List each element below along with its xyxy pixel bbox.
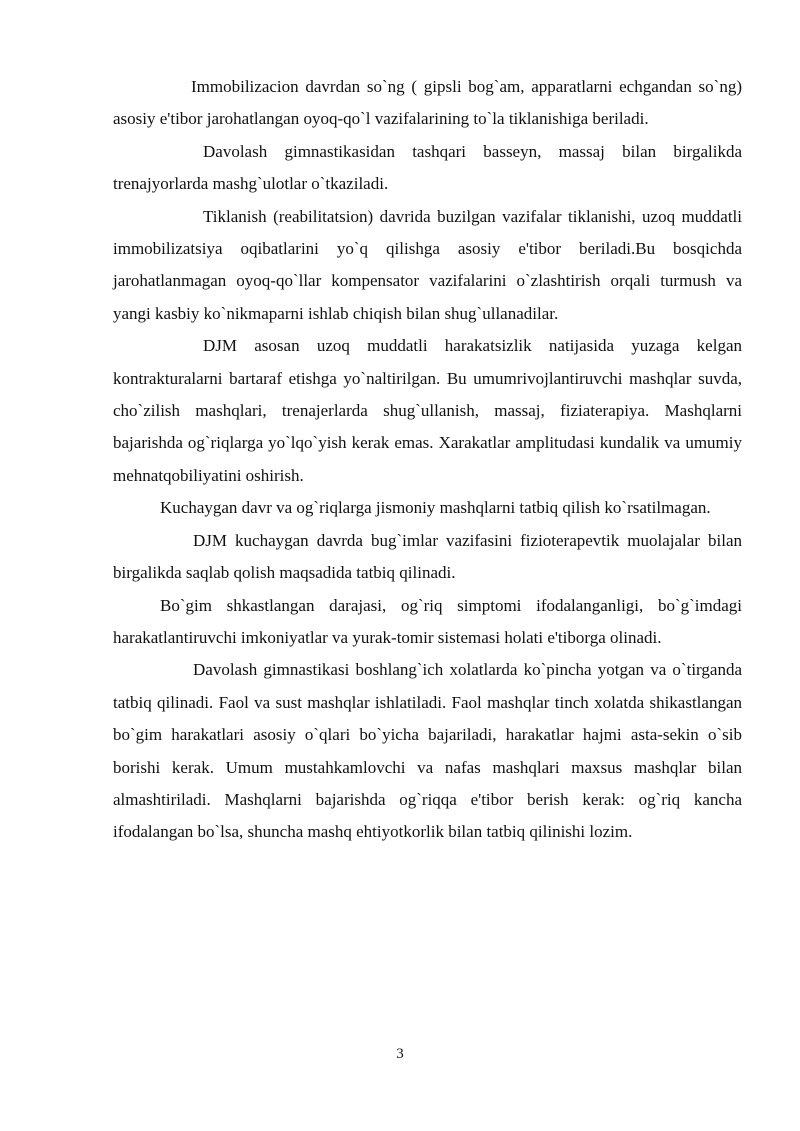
paragraph-joint-damage: Bo`gim shkastlangan darajasi, og`riq simptomi ifodalanganligi, bo`g`imdagi harakatlantiruvchi imkoniyatlar va yurak-tomir sistemasi holati e'tiborga olinadi. [113, 595, 742, 647]
paragraph-pool-massage: Davolash gimnastikasidan tashqari basseyn, massaj bilan birgalikda trenajyorlarda mashg`ulotlar o`tkaziladi. [113, 141, 742, 194]
paragraph-djm-acute-joints: DJM kuchaygan davrda bug`imlar vazifasini fizioterapevtik muolajalar bilan birgalikda saqlab qolish maqsadida tatbiq qilinadi. [113, 530, 742, 583]
paragraph-gymnastics-positions: Davolash gimnastikasi boshlang`ich xolatlarda ko`pincha yotgan va o`tirganda tatbiq qilinadi. Faol va sust mashqlar ishlatiladi. Faol mashqlar tinch xolatda shikastlangan bo`gim harakatlari asosiy o`qlari bo`yicha bajariladi, harakatlar hajmi asta-sekin o`sib borishi kerak. Umum mustahkamlovchi va nafas mashqlari maxsus mashqlar bilan almashtiriladi. Mashqlarni bajarishda og`riqqa e'tibor berish kerak: og`riq kancha ifodalangan bo`lsa, shuncha mashq ehtiyotkorlik bilan tatbiq qilinishi lozim. [113, 660, 742, 842]
paragraph-rehabilitation-period: Tiklanish (reabilitatsion) davrida buzilgan vazifalar tiklanishi, uzoq muddatli immobilizatsiya oqibatlarini yo`q qilishga asosiy e'tibor beriladi.Bu bosqichda jarohatlanmagan oyoq-qo`llar kompensator vazifalarini o`zlashtirish orqali turmush va yangi kasbiy ko`nikmaparni ishlab chiqish bilan shug`ullanadilar. [113, 206, 742, 323]
paragraph-djm-contractures: DJM asosan uzoq muddatli harakatsizlik natijasida yuzaga kelgan kontrakturalarni bartaraf etishga yo`naltirilgan. Bu umumrivojlantiruvchi mashqlar suvda, cho`zilish mashqlari, trenajerlarda shug`ullanish, massaj, fiziaterapiya. Mashqlarni bajarishda og`riqlarga yo`lqo`yish kerak emas. Xarakatlar amplitudasi kundalik va umumiy mehnatqobiliyatini oshirish. [113, 336, 742, 485]
paragraph-immobilization-period: Immobilizacion davrdan so`ng ( gipsli bog`am, apparatlarni echgandan so`ng) asosiy e'tibor jarohatlangan oyoq-qo`l vazifalarining to`la tiklanishiga beriladi. [113, 77, 742, 129]
page-number: 3 [396, 1046, 404, 1062]
paragraph-acute-period: Kuchaygan davr va og`riqlarga jismoniy mashqlarni tatbiq qilish ko`rsatilmagan. [160, 498, 711, 518]
document-body [113, 71, 742, 849]
